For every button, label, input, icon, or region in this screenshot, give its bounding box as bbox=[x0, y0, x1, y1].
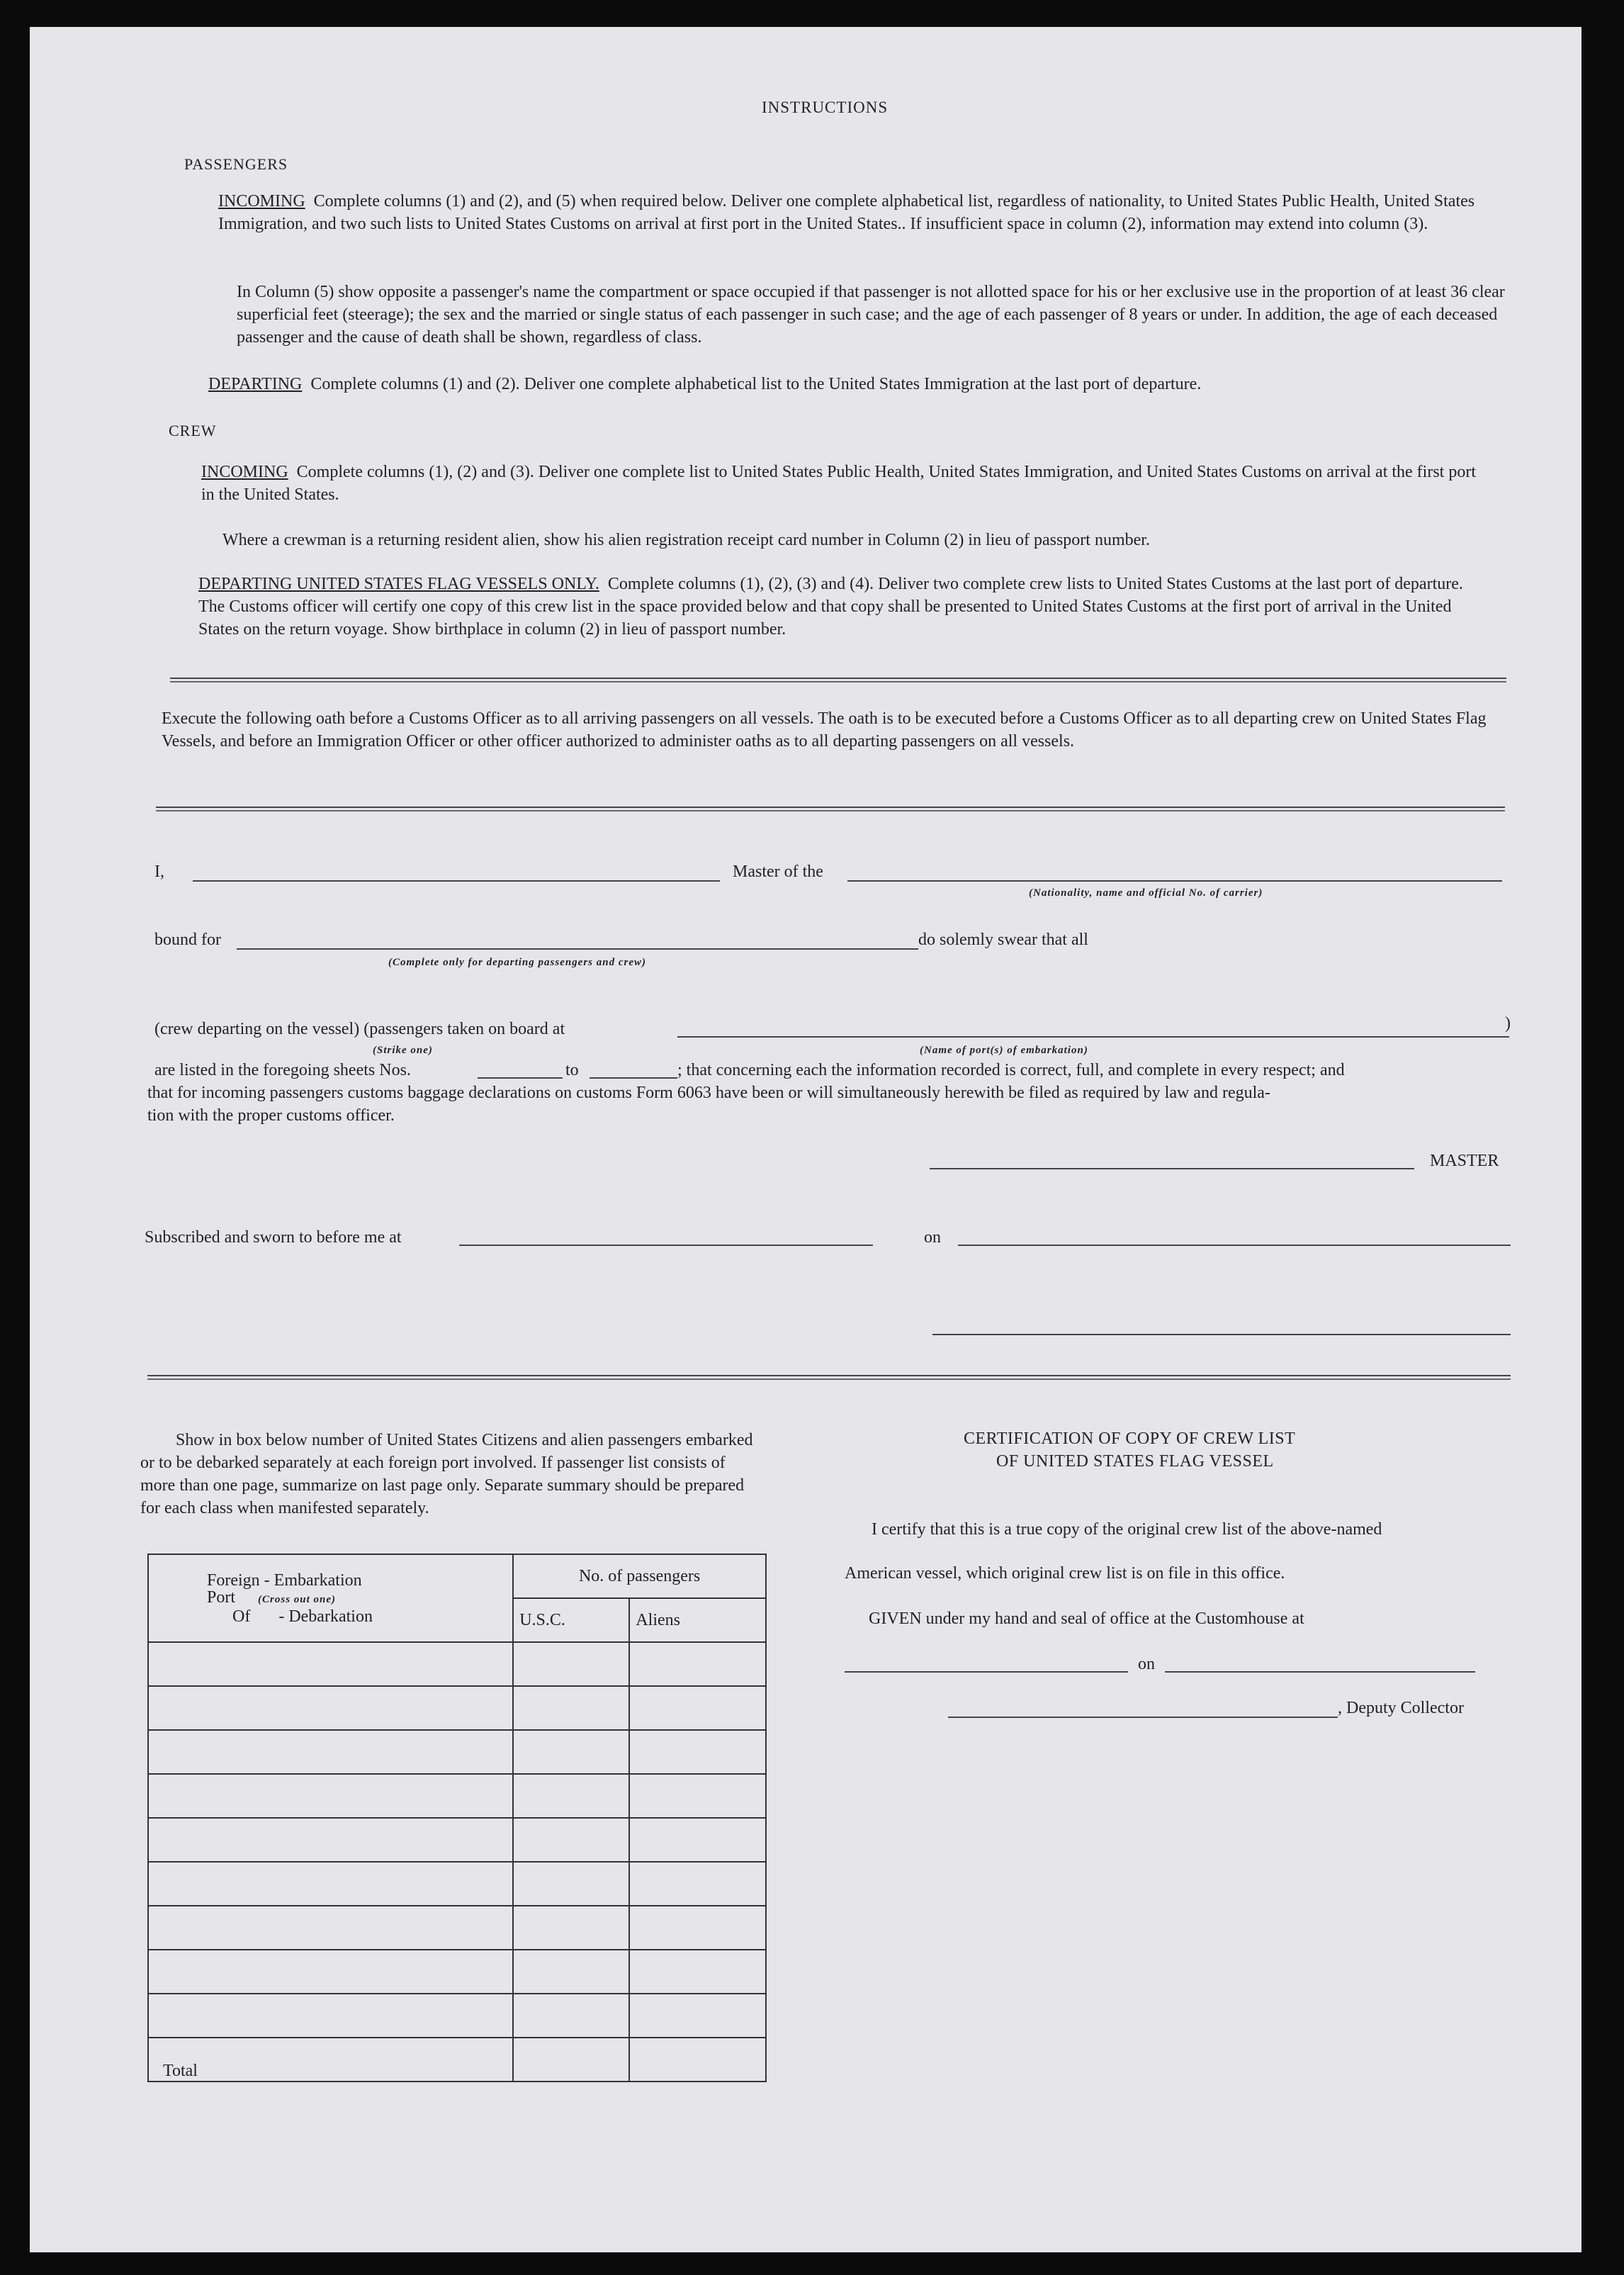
aliens-header: Aliens bbox=[629, 1598, 766, 1642]
usc-cell[interactable] bbox=[513, 1774, 629, 1818]
sworn-place-field[interactable] bbox=[459, 1245, 873, 1246]
usc-cell[interactable] bbox=[513, 1994, 629, 2038]
section-divider bbox=[170, 678, 1506, 682]
summary-instructions: Show in box below number of United States Citizens and alien passengers embarked or to be debarked separately at each foreign port involved. If passenger list consists of more than one page, summarize on last page only. Separate summary should be prepared for each class when manifested separately. bbox=[140, 1431, 753, 1517]
port-cell[interactable] bbox=[148, 1642, 513, 1686]
crew-incoming-label: INCOMING bbox=[201, 463, 288, 481]
customhouse-field[interactable] bbox=[845, 1671, 1128, 1673]
usc-cell[interactable] bbox=[513, 1818, 629, 1862]
strike-note: (Strike one) bbox=[373, 1045, 433, 1056]
bound-for-label: bound for bbox=[154, 931, 221, 949]
listed-prefix: are listed in the foregoing sheets Nos. bbox=[154, 1061, 411, 1079]
aliens-cell[interactable] bbox=[629, 1818, 766, 1862]
crew-departing-text: Complete columns (1), (2), (3) and (4). Deliver two complete crew lists to United States Customs at the last port of departure. The Customs officer will certify one copy of this crew list in the space provided below and that copy shall be presented to United States Customs at the first port of arrival in the United States on the return voyage. Show birthplace in column (2) in lieu of passport number. bbox=[198, 575, 1463, 639]
crew-departing-text: (crew departing on the vessel) (passengers taken on board at bbox=[154, 1020, 565, 1038]
aliens-cell[interactable] bbox=[629, 1730, 766, 1774]
port-cell[interactable] bbox=[148, 1818, 513, 1862]
col-foreign: Foreign - Embarkation bbox=[207, 1571, 362, 1590]
aliens-cell[interactable] bbox=[629, 1994, 766, 2038]
no-passengers-header: No. of passengers bbox=[513, 1554, 766, 1598]
aliens-cell[interactable] bbox=[629, 1686, 766, 1730]
section-divider bbox=[147, 1375, 1511, 1380]
embarkation-port-field[interactable] bbox=[677, 1036, 1509, 1038]
col-port: Port bbox=[207, 1588, 236, 1607]
bound-for-field[interactable] bbox=[237, 948, 918, 950]
master-label: MASTER bbox=[1430, 1152, 1499, 1170]
certification-given-text: GIVEN under my hand and seal of office at the Customhouse at bbox=[869, 1610, 1304, 1628]
section-divider bbox=[156, 807, 1505, 811]
passengers-heading: PASSENGERS bbox=[184, 155, 288, 173]
port-cell[interactable] bbox=[148, 1994, 513, 2038]
total-aliens-cell[interactable] bbox=[629, 2038, 766, 2082]
sheet-from-field[interactable] bbox=[478, 1077, 563, 1079]
port-cell[interactable] bbox=[148, 1950, 513, 1994]
certification-text-line1: I certify that this is a true copy of the original crew list of the above-named bbox=[872, 1520, 1382, 1539]
passengers-incoming-label: INCOMING bbox=[218, 192, 305, 210]
passengers-column5-text: In Column (5) show opposite a passenger's name the compartment or space occupied if that passenger is not allotted space for his or her exclusive use in the proportion of at least 36 clear superficial feet (steerage); the sex and the married or single status of each passenger in such case; and the age of each passenger of 8 years or under. In addition, the age of each deceased passenger and the cause of death shall be shown, regardless of class. bbox=[237, 283, 1505, 347]
usc-cell[interactable] bbox=[513, 1642, 629, 1686]
usc-cell[interactable] bbox=[513, 1730, 629, 1774]
port-cell[interactable] bbox=[148, 1730, 513, 1774]
port-cell[interactable] bbox=[148, 1686, 513, 1730]
certification-title-line2: OF UNITED STATES FLAG VESSEL bbox=[996, 1452, 1274, 1471]
listed-line2: that for incoming passengers customs baggage declarations on customs Form 6063 have been or will simultaneously herewith be filed as required by law and regula- bbox=[147, 1084, 1270, 1102]
usc-cell[interactable] bbox=[513, 1906, 629, 1950]
aliens-cell[interactable] bbox=[629, 1950, 766, 1994]
port-note: (Name of port(s) of embarkation) bbox=[920, 1045, 1088, 1056]
passengers-departing-label: DEPARTING bbox=[208, 375, 303, 393]
swear-text: do solemly swear that all bbox=[918, 931, 1088, 949]
subscribed-label: Subscribed and sworn to before me at bbox=[145, 1228, 402, 1247]
aliens-cell[interactable] bbox=[629, 1862, 766, 1906]
oath-instruction: Execute the following oath before a Customs Officer as to all arriving passengers on all vessels. The oath is to be executed before a Customs Officer as to all departing crew on United States Flag Vessels, and before an Immigration Officer or other officer authorized to administer oaths as to all departing passengers on all vessels. bbox=[162, 709, 1487, 751]
port-header-cell bbox=[148, 1554, 513, 1642]
certification-on-label: on bbox=[1138, 1655, 1155, 1673]
page-title: INSTRUCTIONS bbox=[762, 99, 889, 116]
passengers-incoming-instruction bbox=[218, 190, 1494, 235]
to-label: to bbox=[565, 1061, 579, 1079]
master-name-field[interactable] bbox=[193, 880, 720, 882]
sworn-date-field[interactable] bbox=[958, 1245, 1511, 1246]
sheet-to-field[interactable] bbox=[590, 1077, 677, 1079]
deputy-signature-field[interactable] bbox=[948, 1717, 1338, 1718]
crew-incoming-instruction bbox=[201, 461, 1477, 506]
sworn-on-label: on bbox=[924, 1228, 941, 1247]
port-cell[interactable] bbox=[148, 1906, 513, 1950]
usc-cell[interactable] bbox=[513, 1862, 629, 1906]
col-cross-note: (Cross out one) bbox=[258, 1593, 337, 1605]
listed-line3: tion with the proper customs officer. bbox=[147, 1106, 395, 1125]
aliens-cell[interactable] bbox=[629, 1642, 766, 1686]
passenger-summary-table bbox=[147, 1554, 767, 2082]
port-cell[interactable] bbox=[148, 1774, 513, 1818]
bound-for-note: (Complete only for departing passengers and crew) bbox=[388, 957, 646, 968]
officer-signature-field[interactable] bbox=[932, 1334, 1511, 1335]
close-paren: ) bbox=[1505, 1014, 1511, 1033]
port-cell[interactable] bbox=[148, 1862, 513, 1906]
carrier-note: (Nationality, name and official No. of carrier) bbox=[1029, 887, 1263, 899]
listed-suffix: ; that concerning each the information recorded is correct, full, and complete in every respect; and bbox=[677, 1061, 1345, 1079]
usc-cell[interactable] bbox=[513, 1686, 629, 1730]
master-signature-field[interactable] bbox=[930, 1168, 1414, 1169]
crew-departing-label: DEPARTING UNITED STATES FLAG VESSELS ONLY. bbox=[198, 575, 599, 593]
total-usc-cell[interactable] bbox=[513, 2038, 629, 2082]
usc-cell[interactable] bbox=[513, 1950, 629, 1994]
col-debarkation: - Debarkation bbox=[278, 1607, 373, 1626]
passengers-departing-text: Complete columns (1) and (2). Deliver one complete alphabetical list to the United States Immigration at the last port of departure. bbox=[310, 375, 1202, 393]
master-of-label: Master of the bbox=[733, 863, 823, 881]
passengers-incoming-text: Complete columns (1) and (2), and (5) when required below. Deliver one complete alphabetical list, regardless of nationality, to United States Public Health, United States Immigration, and two such lists to United States Customs on arrival at first port in the United States.. If insufficient space in column (2), information may extend into column (3). bbox=[218, 192, 1475, 233]
passengers-departing-instruction bbox=[208, 373, 1505, 395]
crew-departing-instruction bbox=[198, 573, 1474, 641]
total-label: Total bbox=[148, 2038, 513, 2082]
certification-date-field[interactable] bbox=[1165, 1671, 1475, 1673]
aliens-cell[interactable] bbox=[629, 1906, 766, 1950]
oath-i-label: I, bbox=[154, 863, 164, 881]
crew-heading: CREW bbox=[169, 422, 217, 439]
certification-title-line1: CERTIFICATION OF COPY OF CREW LIST bbox=[964, 1429, 1296, 1448]
usc-header: U.S.C. bbox=[513, 1598, 629, 1642]
crew-resident-text: Where a crewman is a returning resident alien, show his alien registration receipt card number in Column (2) in lieu of passport number. bbox=[222, 531, 1150, 549]
deputy-collector-label: , Deputy Collector bbox=[1338, 1699, 1464, 1717]
col-of: Of bbox=[232, 1607, 251, 1626]
crew-incoming-text: Complete columns (1), (2) and (3). Deliver one complete list to United States Public Health, United States Immigration, and United States Customs on arrival at the first port in the United States. bbox=[201, 463, 1477, 504]
aliens-cell[interactable] bbox=[629, 1774, 766, 1818]
certification-text-line2: American vessel, which original crew list is on file in this office. bbox=[845, 1564, 1285, 1583]
